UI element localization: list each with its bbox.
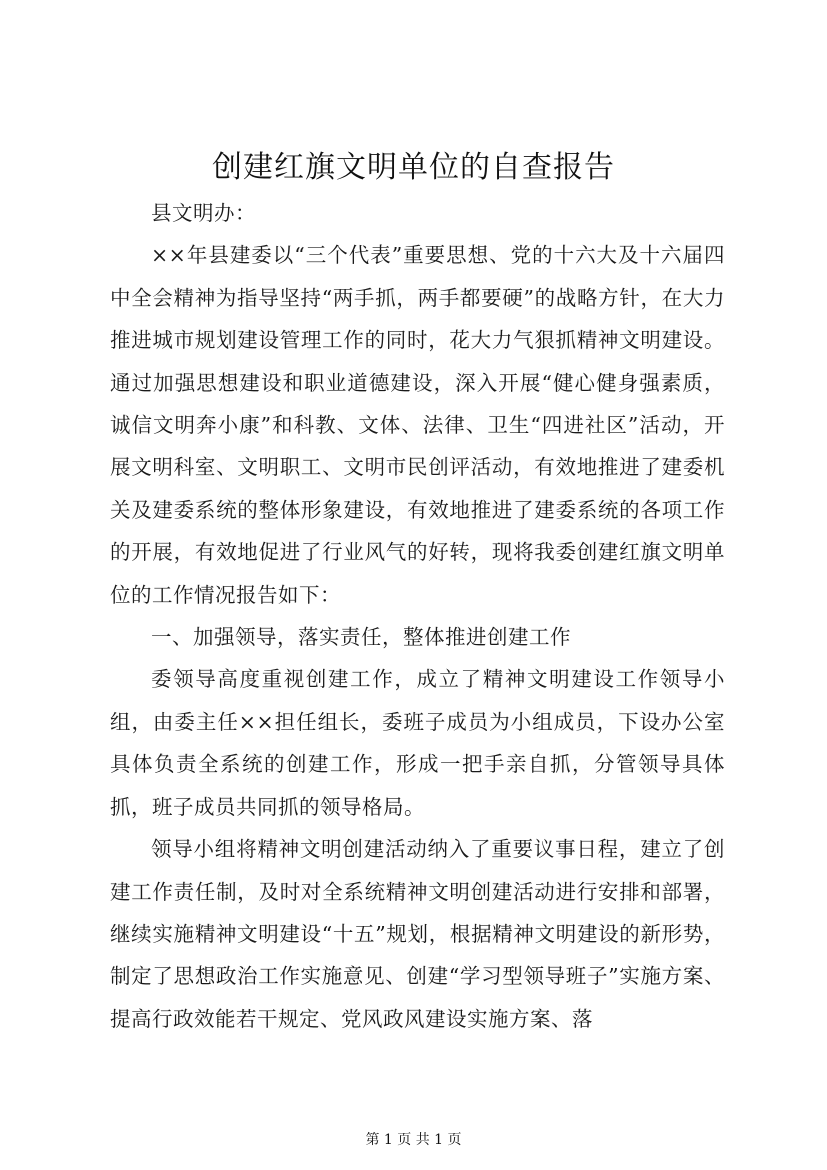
section-heading: 一、加强领导，落实责任，整体推进创建工作 — [151, 625, 571, 650]
body-paragraph: 领导小组将精神文明创建活动纳入了重要议事日程，建立了创建工作责任制，及时对全系统精神文明创建活动进行安排和部署，继续实施精神文明建设“十五”规划，根据精神文明建设的新形势，制定了思想政治工作实施意见、创建“学习型领导班子”实施方案、提高行政效能若干规定、党风政风建设实施方案、落 — [110, 837, 725, 1031]
salutation: 县文明办： — [151, 201, 256, 225]
page-footer: 第 1 页 共 1 页 — [365, 1132, 462, 1148]
body-paragraph: ××年县建委以“三个代表”重要思想、党的十六大及十六届四中全会精神为指导坚持“两手抓，两手都要硬”的战略方针，在大力推进城市规划建设管理工作的同时，花大力气狠抓精神文明建设。通过加强思想建设和职业道德建设，深入开展“健心健身强素质，诚信文明奔小康”和科教、文体、法律、卫生“四进社区”活动，开展文明科室、文明职工、文明市民创评活动，有效地推进了建委机关及建委系统的整体形象建设，有效地推进了建委系统的各项工作的开展，有效地促进了行业风气的好转，现将我委创建红旗文明单位的工作情况报告如下： — [110, 243, 725, 607]
document-body — [110, 192, 725, 1040]
body-paragraph: 委领导高度重视创建工作，成立了精神文明建设工作领导小组，由委主任××担任组长，委班子成员为小组成员，下设办公室具体负责全系统的创建工作，形成一把手亲自抓，分管领导具体抓，班子成员共同抓的领导格局。 — [110, 667, 725, 819]
document-title: 创建红旗文明单位的自查报告 — [212, 150, 615, 185]
